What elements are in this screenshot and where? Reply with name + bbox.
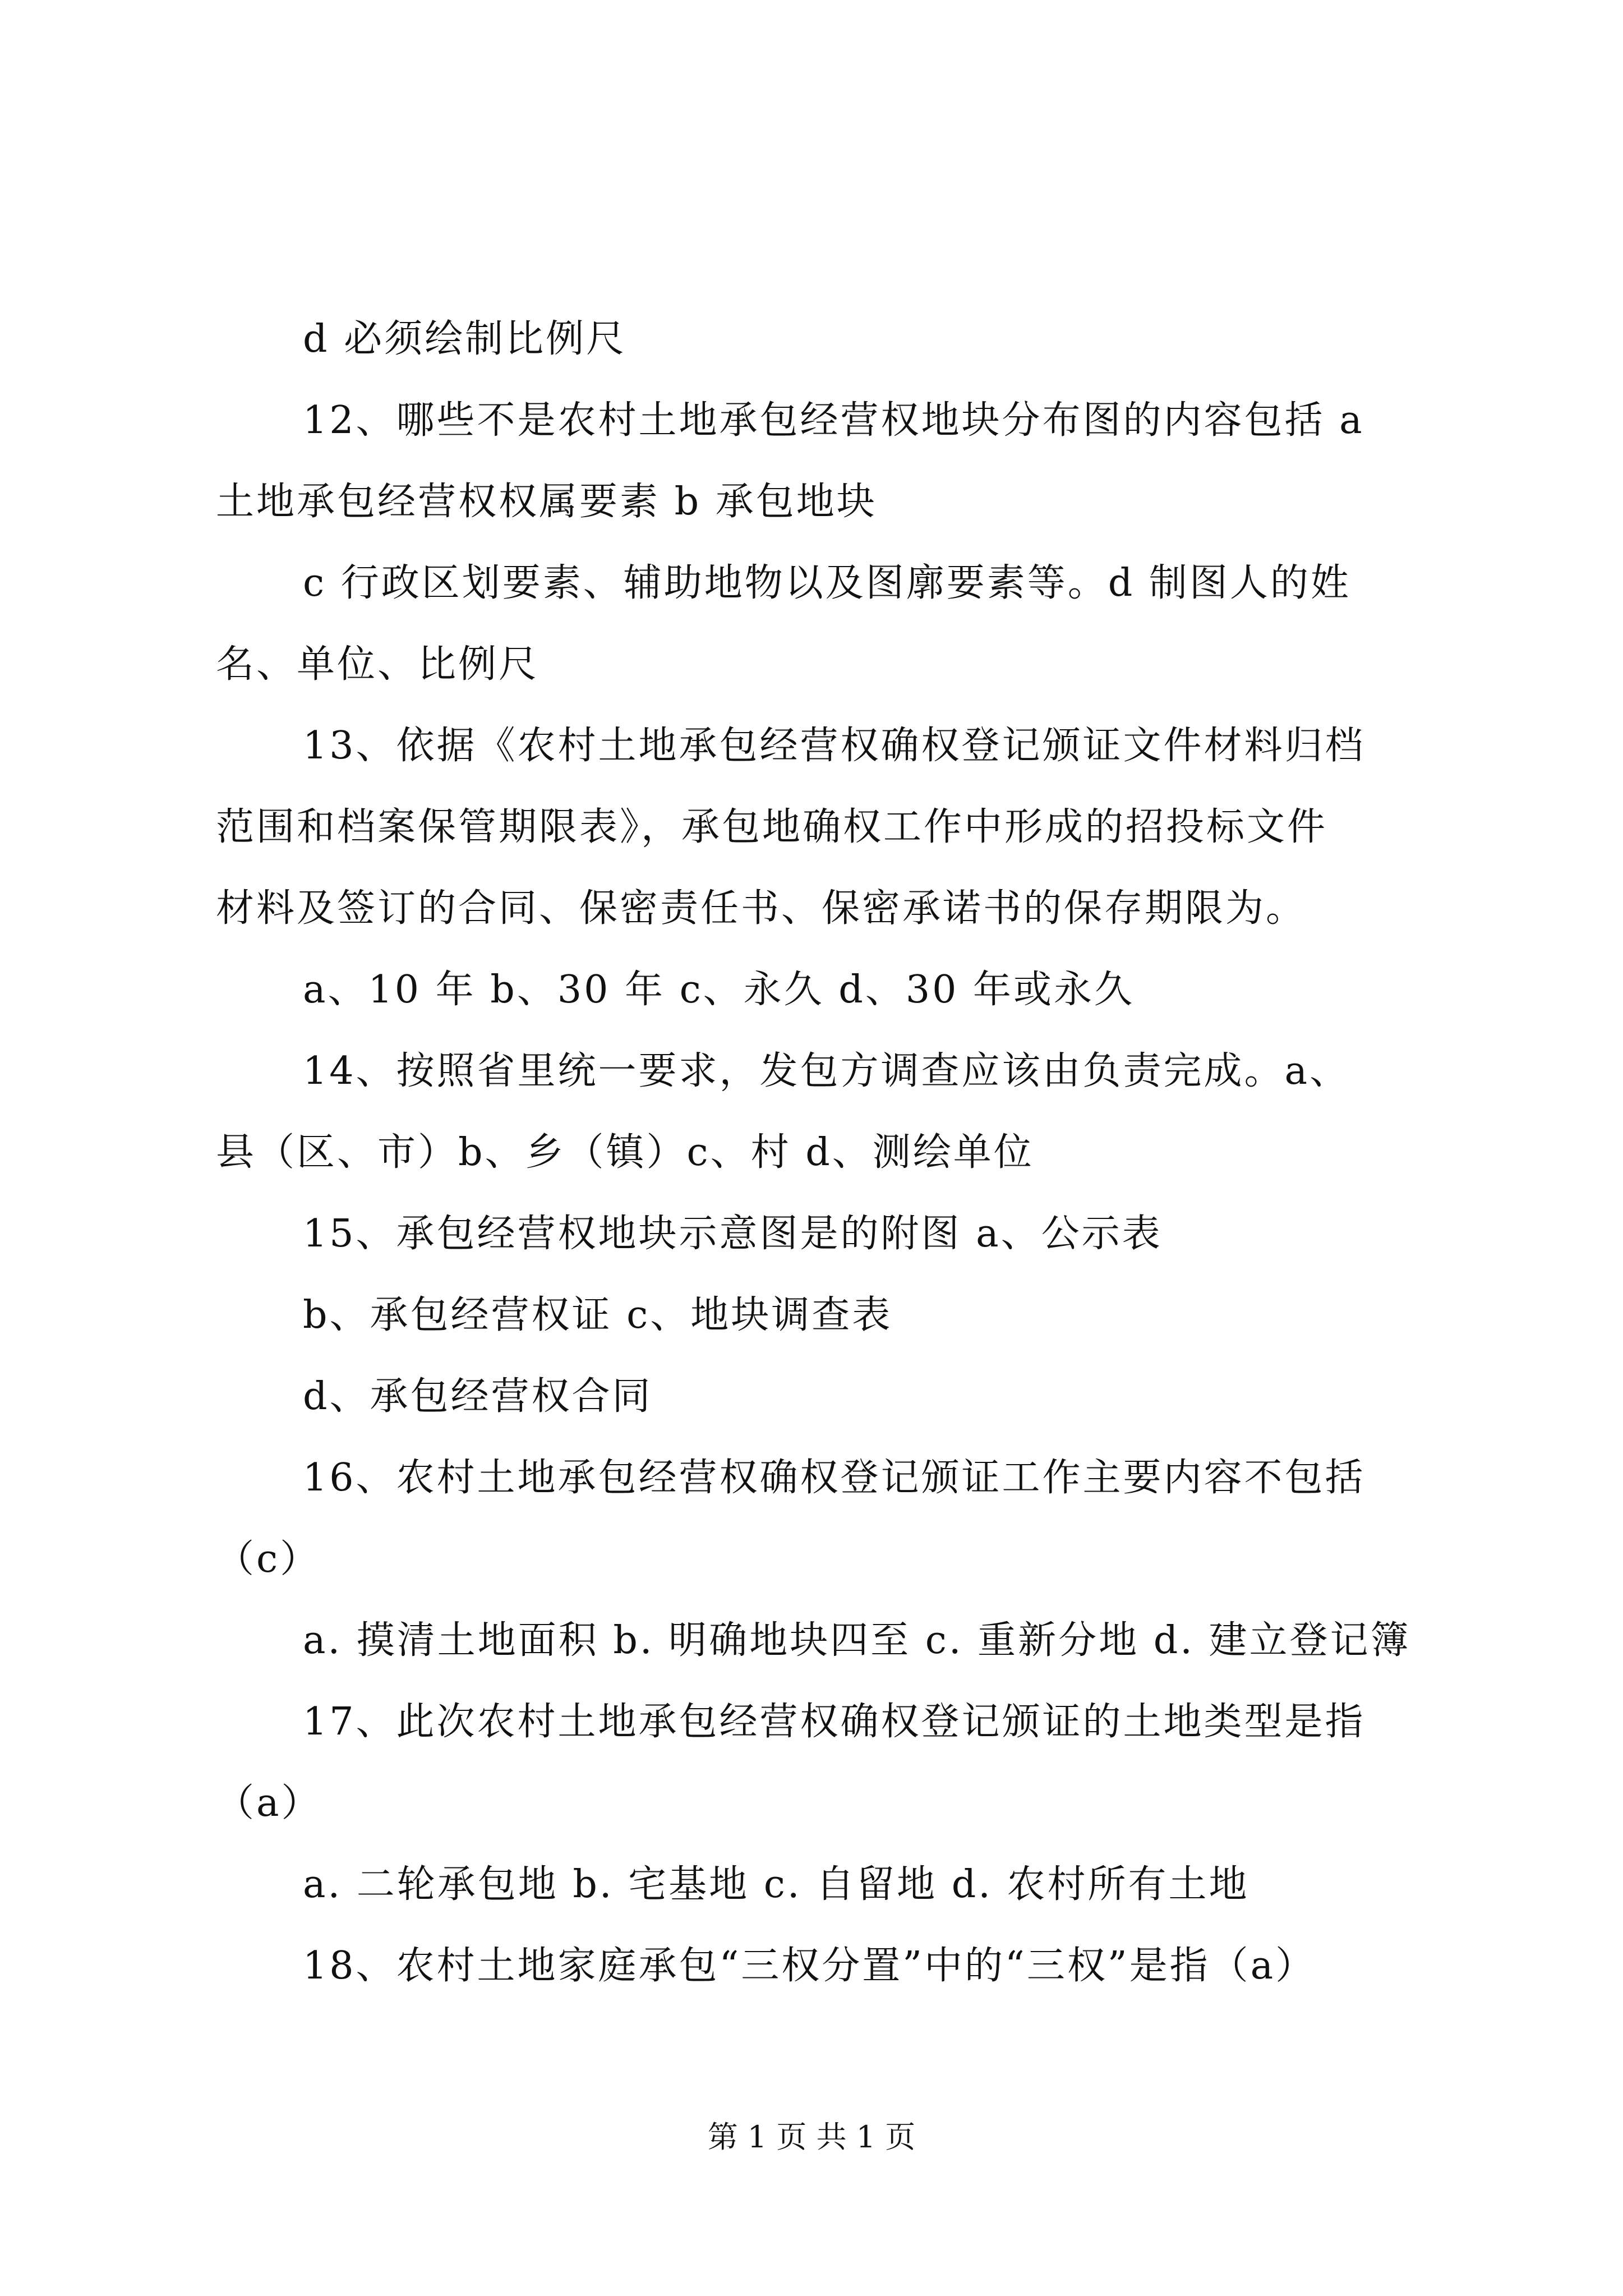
- page-footer: 第 1 页 共 1 页: [707, 2119, 916, 2155]
- text-line: 县（区、市）b、乡（镇）c、村 d、测绘单位: [216, 1130, 1034, 1175]
- text-line: 范围和档案保管期限表》，承包地确权工作中形成的招投标文件: [216, 805, 1328, 849]
- text-line: a. 摸清土地面积 b. 明确地块四至 c. 重新分地 d. 建立登记簿: [303, 1618, 1411, 1663]
- text-line: （a）: [216, 1781, 322, 1825]
- text-line: 土地承包经营权权属要素 b 承包地块: [216, 480, 877, 524]
- text-line: 材料及签订的合同、保密责任书、保密承诺书的保存期限为。: [216, 886, 1307, 931]
- text-line: d、承包经营权合同: [303, 1374, 653, 1419]
- text-line: a. 二轮承包地 b. 宅基地 c. 自留地 d. 农村所有土地: [303, 1862, 1249, 1907]
- text-line: d 必须绘制比例尺: [303, 317, 627, 361]
- text-line: 15、承包经营权地块示意图是的附图 a、公示表: [303, 1212, 1163, 1256]
- text-line: c 行政区划要素、辅助地物以及图廓要素等。d 制图人的姓: [303, 561, 1351, 605]
- text-line: 12、哪些不是农村土地承包经营权地块分布图的内容包括 a: [303, 398, 1364, 443]
- text-line: 名、单位、比例尺: [216, 642, 540, 687]
- text-line: a、10 年 b、30 年 c、永久 d、30 年或永久: [303, 968, 1135, 1012]
- text-line: 18、农村土地家庭承包“三权分置”中的“三权”是指（a）: [303, 1944, 1316, 1988]
- text-line: 17、此次农村土地承包经营权确权登记颁证的土地类型是指: [303, 1700, 1366, 1744]
- text-line: 13、依据《农村土地承包经营权确权登记颁证文件材料归档: [303, 724, 1366, 768]
- text-line: 16、农村土地承包经营权确权登记颁证工作主要内容不包括: [303, 1456, 1366, 1500]
- text-line: b、承包经营权证 c、地块调查表: [303, 1293, 893, 1337]
- text-line: （c）: [216, 1537, 321, 1581]
- text-line: 14、按照省里统一要求，发包方调查应该由负责完成。a、: [303, 1049, 1350, 1093]
